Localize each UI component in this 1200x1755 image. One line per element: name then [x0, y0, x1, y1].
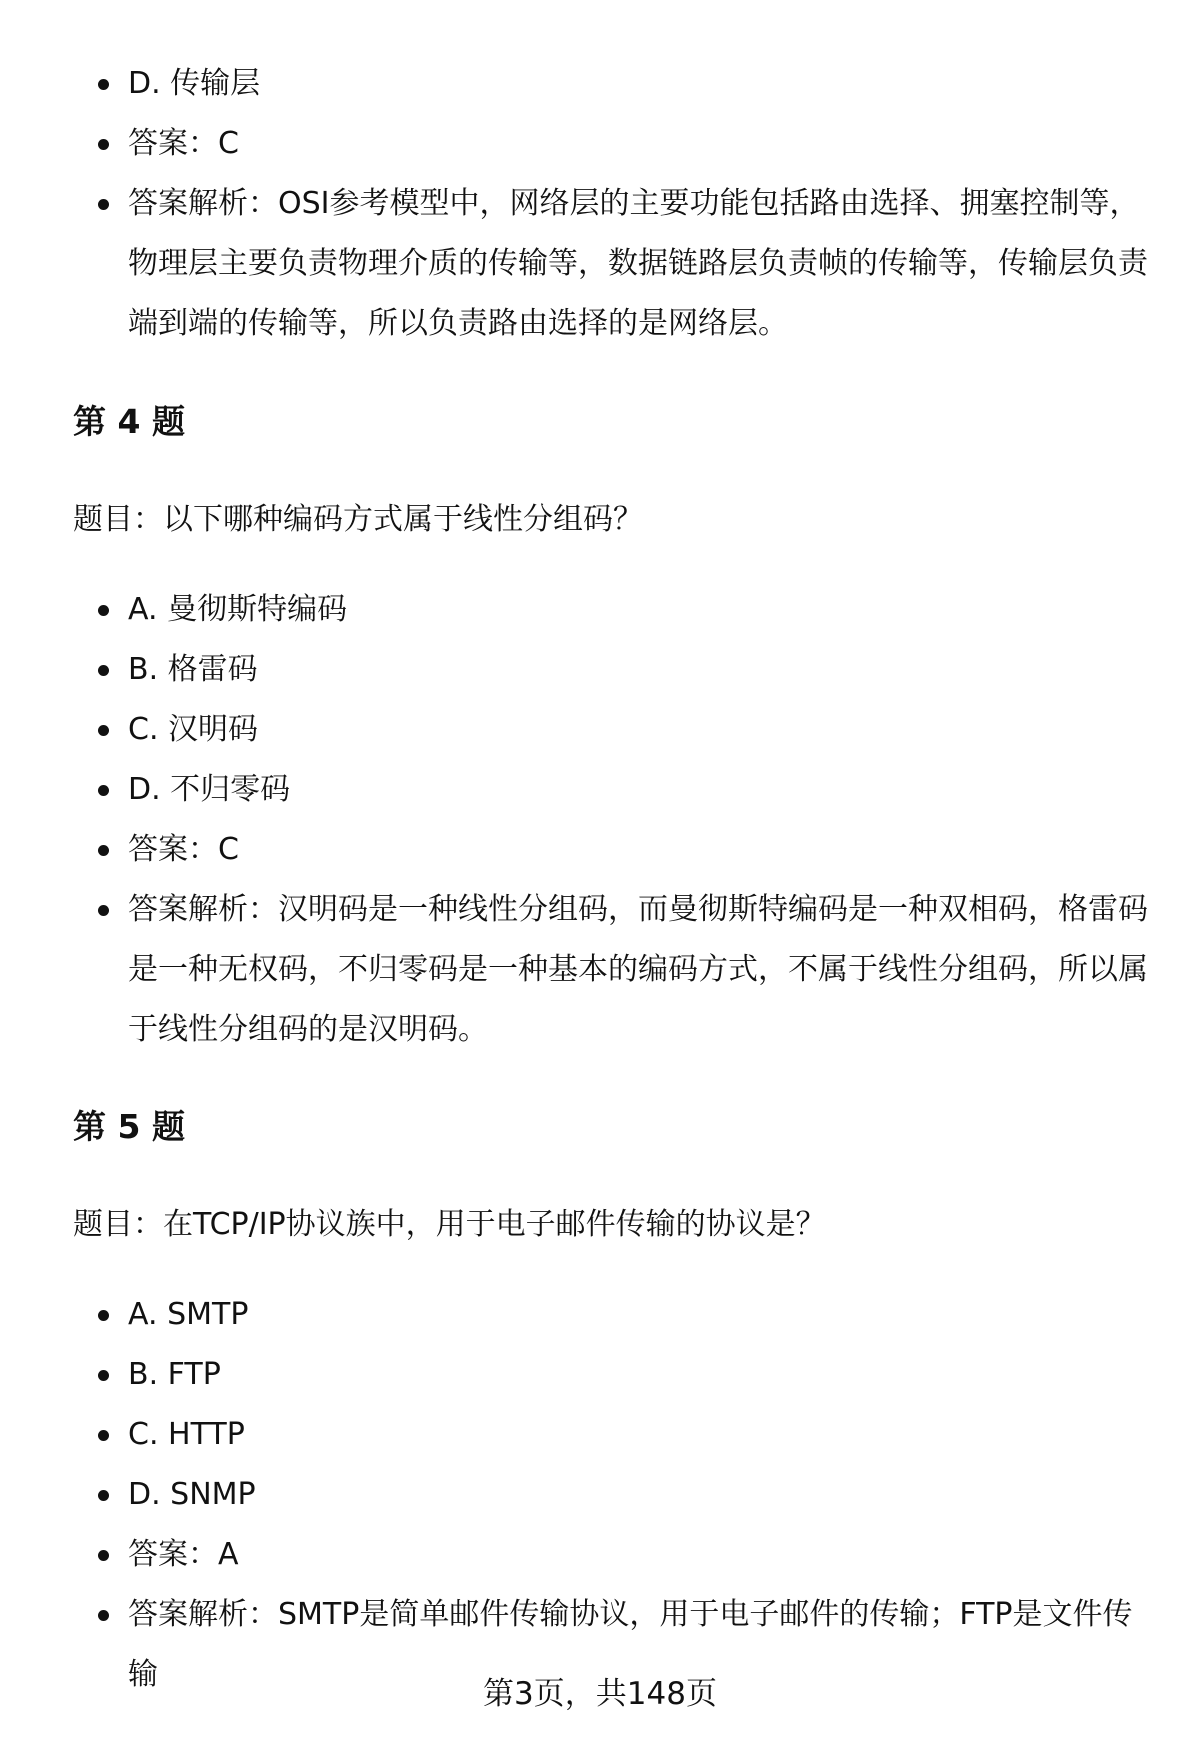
option-text: A. SMTP — [128, 1297, 249, 1332]
option-text: C. 汉明码 — [128, 712, 259, 747]
option-text: B. FTP — [128, 1357, 221, 1392]
explanation-text: 答案解析：OSI参考模型中，网络层的主要功能包括路由选择、拥塞控制等，物理层主要负责物理介质的传输等，数据链路层负责帧的传输等，传输层负责端到端的传输等，所以负责路由选择的是网络层。 — [128, 186, 1148, 341]
option-text: B. 格雷码 — [128, 652, 258, 687]
bullet-icon — [98, 905, 109, 916]
answer-text: 答案：C — [128, 126, 239, 161]
list-item — [0, 580, 1158, 640]
bullet-icon — [98, 785, 109, 796]
list-item — [0, 114, 1158, 174]
bullet-icon — [98, 139, 109, 150]
bullet-icon — [98, 1430, 109, 1441]
list-item — [0, 1525, 1158, 1585]
bullet-icon — [98, 1610, 109, 1621]
list-item — [0, 820, 1158, 880]
option-text: D. 传输层 — [128, 66, 261, 101]
list-item — [0, 760, 1158, 820]
explanation-text: 答案解析：汉明码是一种线性分组码，而曼彻斯特编码是一种双相码，格雷码是一种无权码，不归零码是一种基本的编码方式，不属于线性分组码，所以属于线性分组码的是汉明码。 — [128, 892, 1148, 1047]
question-heading: 第 4 题 — [73, 402, 185, 441]
question-text: 题目：以下哪种编码方式属于线性分组码？ — [73, 502, 643, 537]
bullet-icon — [98, 79, 109, 90]
question-text: 题目：在TCP/IP协议族中，用于电子邮件传输的协议是？ — [73, 1207, 826, 1242]
option-text: C. HTTP — [128, 1417, 245, 1452]
list-item — [0, 1405, 1158, 1465]
bullet-icon — [98, 1370, 109, 1381]
option-text: A. 曼彻斯特编码 — [128, 592, 348, 627]
list-item — [0, 880, 1158, 1060]
list-item — [0, 54, 1158, 114]
bullet-icon — [98, 845, 109, 856]
answer-text: 答案：A — [128, 1537, 239, 1572]
bullet-icon — [98, 605, 109, 616]
bullet-icon — [98, 725, 109, 736]
list-item — [0, 1285, 1158, 1345]
explanation-text: 答案解析：SMTP是简单邮件传输协议，用于电子邮件的传输；FTP是文件传输 — [128, 1597, 1133, 1692]
bullet-icon — [98, 1490, 109, 1501]
page-number-footer: 第3页，共148页 — [483, 1676, 717, 1712]
q3-options-list — [0, 54, 1200, 354]
list-item — [0, 1345, 1158, 1405]
q4-options-list — [0, 580, 1200, 1060]
q5-options-list — [0, 1285, 1200, 1705]
answer-text: 答案：C — [128, 832, 239, 867]
list-item — [0, 640, 1158, 700]
bullet-icon — [98, 665, 109, 676]
option-text: D. 不归零码 — [128, 772, 291, 807]
bullet-icon — [98, 1310, 109, 1321]
list-item — [0, 700, 1158, 760]
list-item — [0, 174, 1158, 354]
bullet-icon — [98, 1550, 109, 1561]
option-text: D. SNMP — [128, 1477, 256, 1512]
list-item — [0, 1465, 1158, 1525]
question-heading: 第 5 题 — [73, 1107, 185, 1146]
bullet-icon — [98, 199, 109, 210]
